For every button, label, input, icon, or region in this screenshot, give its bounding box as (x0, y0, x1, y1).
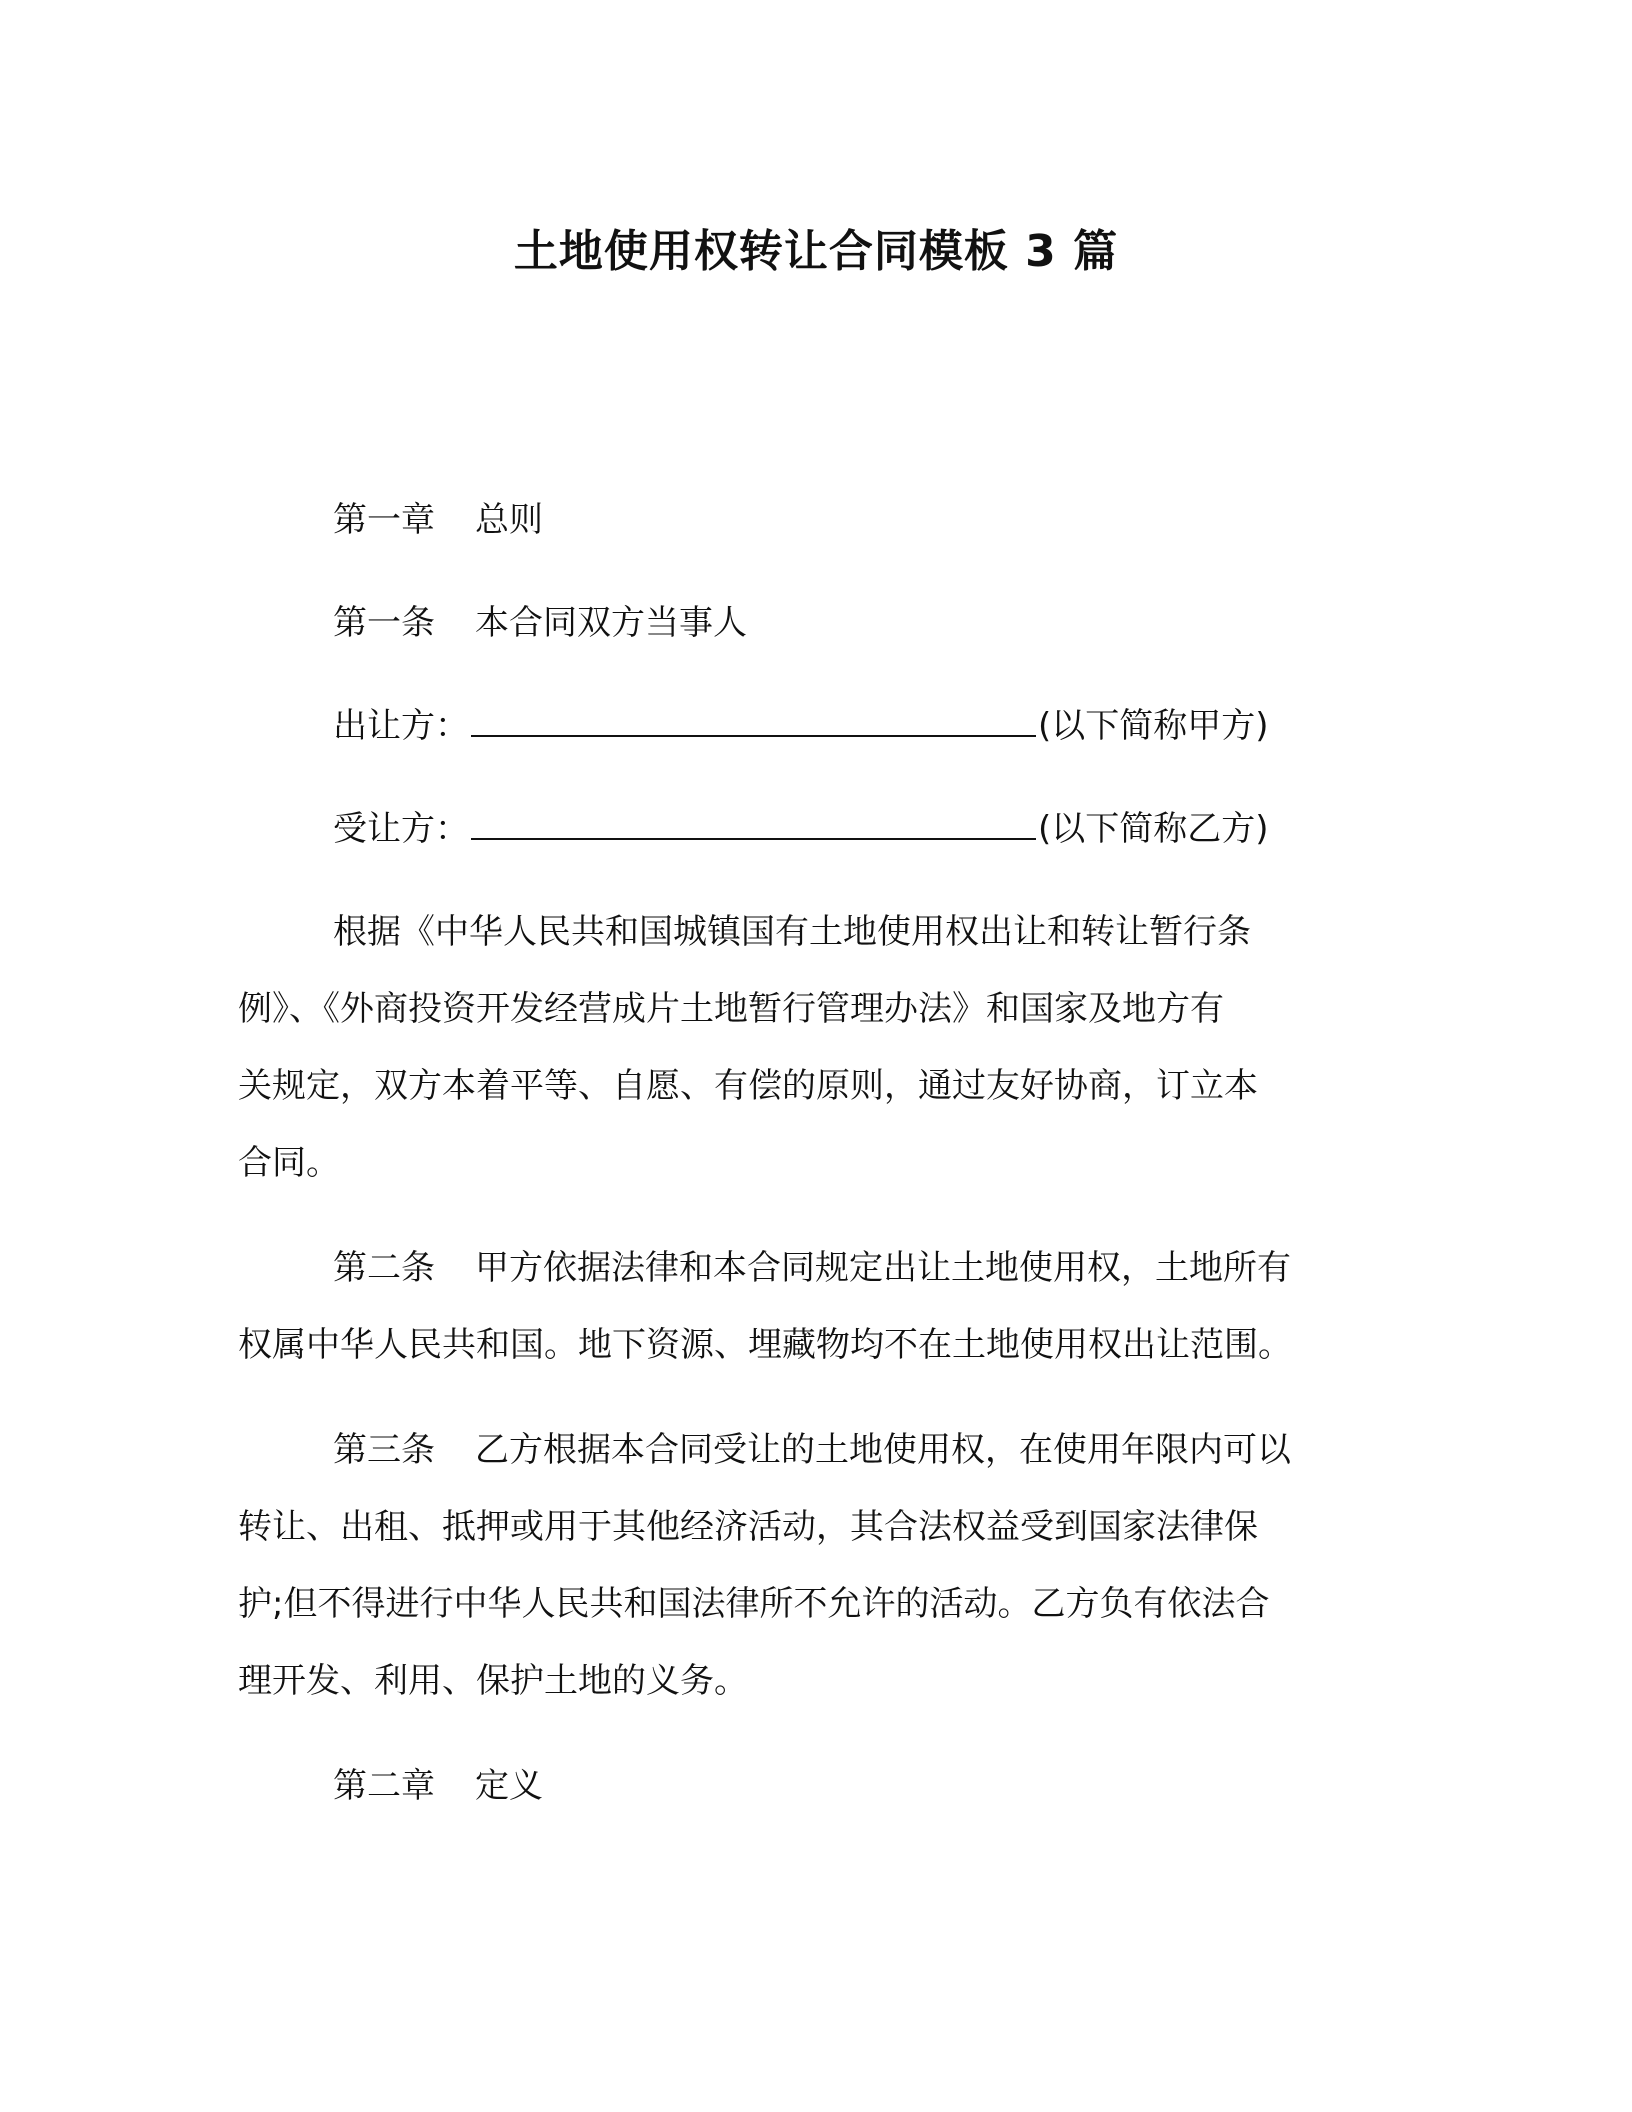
article-2-line (333, 1244, 1291, 1292)
chapter-name: 定义 (475, 1766, 543, 1806)
article-heading (333, 599, 747, 647)
article-number: 第二条 (333, 1248, 435, 1288)
article-number: 第三条 (333, 1430, 435, 1470)
chapter-heading (333, 496, 543, 544)
article-3-line: 护;但不得进行中华人民共和国法律所不允许的活动。乙方负有依法合 (238, 1584, 1270, 1624)
transferee-line (333, 805, 1269, 853)
preamble-line: 例》、《外商投资开发经营成片土地暂行管理办法》和国家及地方有 (238, 989, 1224, 1029)
transferor-label: 出让方： (333, 706, 469, 746)
preamble-line: 关规定，双方本着平等、自愿、有偿的原则，通过友好协商，订立本 (238, 1066, 1258, 1106)
preamble-line: 根据《中华人民共和国城镇国有土地使用权出让和转让暂行条 (333, 912, 1251, 952)
article-text: 乙方根据本合同受让的土地使用权，在使用年限内可以 (475, 1430, 1291, 1470)
article-3-line (333, 1426, 1291, 1474)
article-text: 本合同双方当事人 (475, 603, 747, 643)
transferor-blank (471, 705, 1036, 737)
chapter-number: 第一章 (333, 500, 435, 540)
chapter-heading (333, 1762, 543, 1810)
chapter-number: 第二章 (333, 1766, 435, 1806)
article-3-line: 转让、出租、抵押或用于其他经济活动，其合法权益受到国家法律保 (238, 1507, 1258, 1547)
transferee-label: 受让方： (333, 809, 469, 849)
article-number: 第一条 (333, 603, 435, 643)
preamble-line: 合同。 (238, 1143, 340, 1183)
document-title: 土地使用权转让合同模板 3 篇 (513, 226, 1119, 277)
transferee-suffix: (以下简称乙方) (1038, 809, 1269, 849)
chapter-name: 总则 (475, 500, 543, 540)
transferor-line (333, 702, 1269, 750)
article-3-line: 理开发、利用、保护土地的义务。 (238, 1661, 748, 1701)
transferee-blank (471, 808, 1036, 840)
article-text: 甲方依据法律和本合同规定出让土地使用权，土地所有 (475, 1248, 1291, 1288)
article-2-line: 权属中华人民共和国。地下资源、埋藏物均不在土地使用权出让范围。 (238, 1325, 1292, 1365)
transferor-suffix: (以下简称甲方) (1038, 706, 1269, 746)
